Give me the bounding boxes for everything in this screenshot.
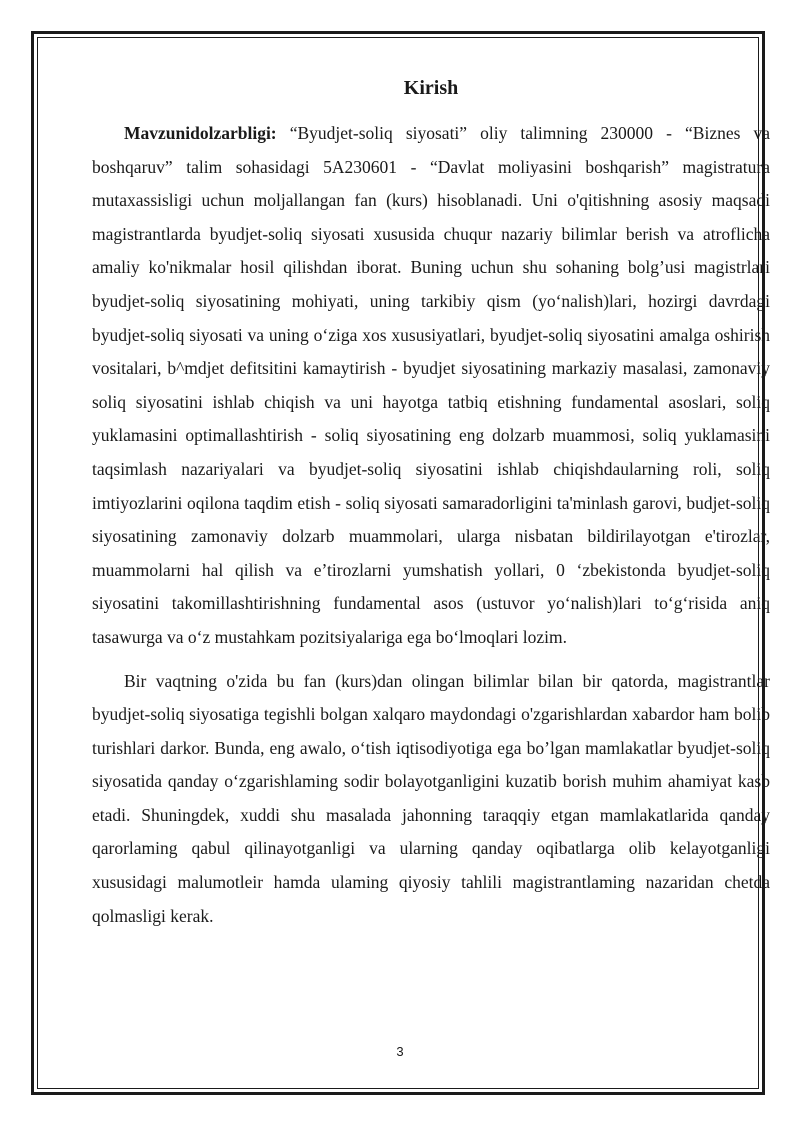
paragraph-lead: Mavzunidolzarbligi: [124,123,277,143]
page-title: Kirish [403,77,459,99]
paragraph-relevance [92,117,770,655]
document-body [92,72,770,933]
page-number: 3 [396,1044,404,1059]
paragraph-international: Bir vaqtning o'zida bu fan (kurs)dan olingan bilimlar bilan bir qatorda, magistrantlar byudjet-soliq siyosatiga tegishli bolgan xalqaro maydondagi o'zgarishlardan xabardor ham bolib turishlari darkor. Bunda, eng awalo, o‘tish iqtisodiyotiga ega bo’lgan mamlakatlar byudjet-soliq siyosatida qanday o‘zgarishlaming sodir bolayotganligini kuzatib borish muhim ahamiyat kasb etadi. Shuningdek, xuddi shu masalada jahonning taraqqiy etgan mamlakatlarida qanday qarorlaming qabul qilinayotganligi va ularning qanday oqibatlarga olib kelayotganligi xususidagi malumotleir hamda ulaming qiyosiy tahlili magistrantlaming nazaridan chetda qolmasligi kerak. [92,670,770,926]
paragraph-text: “Byudjet-soliq siyosati” oliy talimning 230000 - “Biznes va boshqaruv” talim sohasidagi 5A230601 - “Davlat moliyasini boshqarish” magistratura mutaxassisligi uchun moljallangan fan (kurs) hisoblanadi. Uni o'qitishning asosiy maqsadi magistrantlarda byudjet-soliq siyosati xususida chuqur nazariy bilimlar berish va atroflicha amaliy ko'nikmalar hosil qilishdan iborat. Buning uchun shu sohaning bolg’usi magistrlari byudjet-soliq siyosatining mohiyati, uning tarkibiy qism (yo‘nalish)lari, hozirgi davrdagi byudjet-soliq siyosati va uning o‘ziga xos xususiyatlari, byudjet-soliq siyosatini amalga oshirish vositalari, b^mdjet defitsitini kamaytirish - byudjet siyosatining markaziy masalasi, zamonaviy soliq siyosatini ishlab chiqish va uni hayotga tatbiq etishning fundamental asoslari, soliq yuklamasini optimallashtirish - soliq siyosatining eng dolzarb muammosi, soliq yuklamasini taqsimlash nazariyalari va byudjet-soliq siyosatini ishlab chiqishdaularning roli, soliq imtiyozlarini oqilona taqdim etish - soliq siyosati samaradorligini ta'minlash garovi, budjet-soliq siyosatining zamonaviy dolzarb muammolari, ularga nisbatan bildirilayotgan e'tirozlar, muammolarni hal qilish va e’tirozlarni yumshatish yollari, 0 ‘zbekistonda byudjet-soliq siyosatini takomillashtirishning fundamental asos (ustuvor yo‘nalish)lari to‘g‘risida aniq tasawurga va o‘z mustahkam pozitsiyalariga ega bo‘lmoqlari lozim. [92,123,770,647]
